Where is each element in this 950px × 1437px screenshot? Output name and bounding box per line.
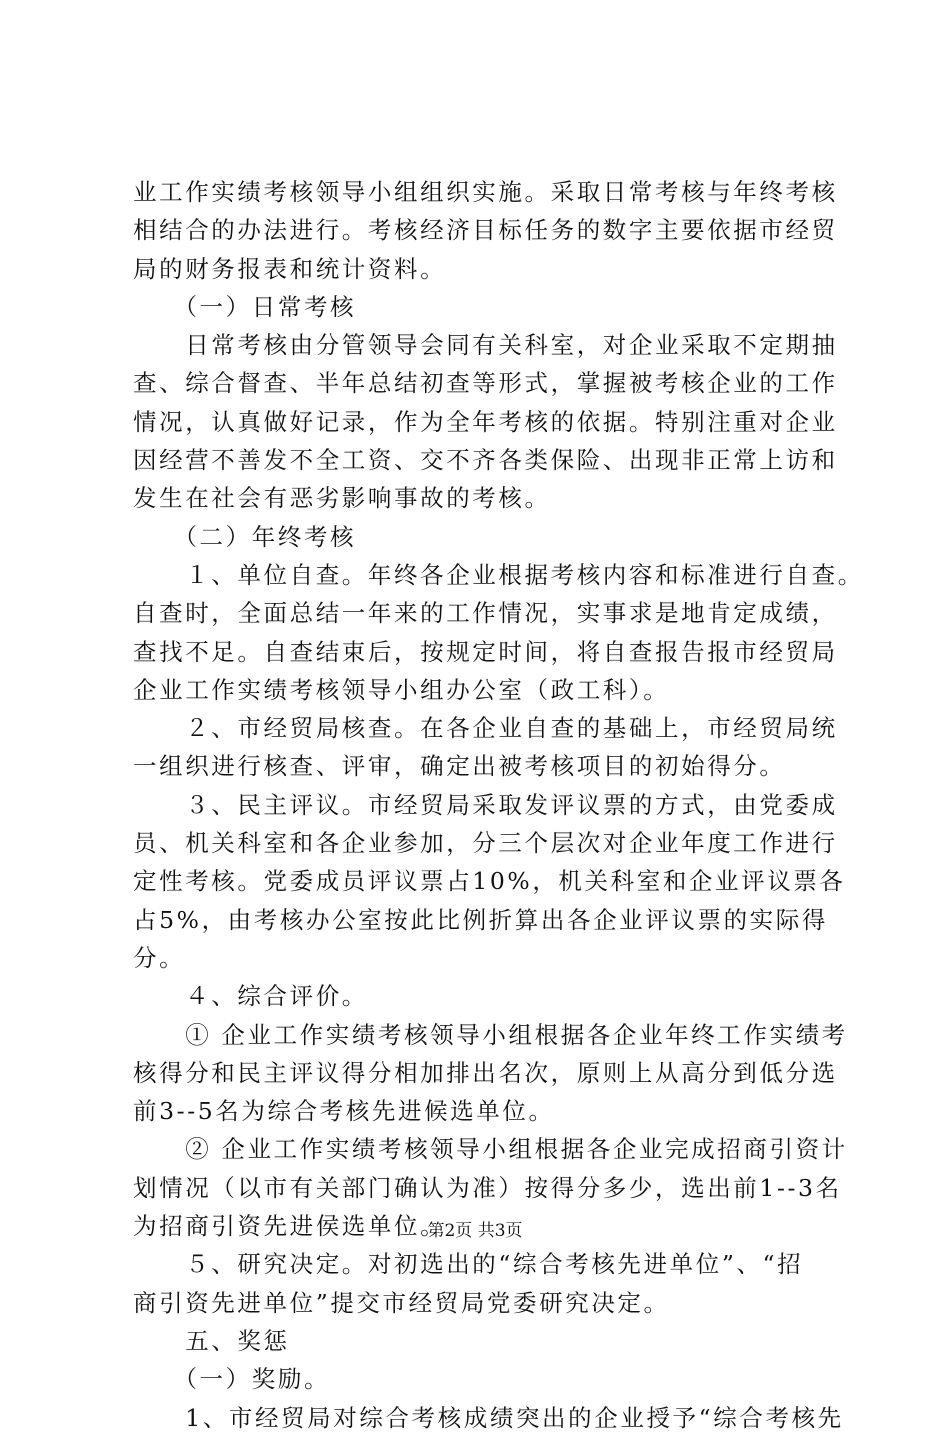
text-line: 查找不足。自查结束后，按规定时间，将自查报告报市经贸局 xyxy=(133,637,838,666)
page-number-footer: 第2页 共3页 xyxy=(427,1221,523,1241)
text-line: 一组织进行核查、评审，确定出被考核项目的初始得分。 xyxy=(133,752,786,781)
text-line: 查、综合督查、半年总结初查等形式，掌握被考核企业的工作 xyxy=(133,369,838,398)
section-heading: 五、奖惩 xyxy=(133,1326,290,1355)
text-line: ３、民主评议。市经贸局采取发评议票的方式，由党委成 xyxy=(133,790,838,819)
text-line: 定性考核。党委成员评议票占10%，机关科室和企业评议票各 xyxy=(133,867,846,896)
text-line: 情况，认真做好记录，作为全年考核的依据。特别注重对企业 xyxy=(133,407,838,436)
text-line: 分。 xyxy=(133,943,186,972)
text-line: 占5%，由考核办公室按此比例折算出各企业评议票的实际得 xyxy=(133,905,828,934)
text-line: 发生在社会有恶劣影响事故的考核。 xyxy=(133,484,551,513)
document-body xyxy=(133,173,864,1437)
text-line: ４、综合评价。 xyxy=(133,982,368,1011)
text-line: 自查时，全面总结一年来的工作情况，实事求是地肯定成绩， xyxy=(133,599,838,628)
text-line: 1、市经贸局对综合考核成绩突出的企业授予“综合考核先 xyxy=(133,1403,844,1432)
text-line: 企业工作实绩考核领导小组办公室（政工科）。 xyxy=(133,675,670,704)
text-line: 商引资先进单位”提交市经贸局党委研究决定。 xyxy=(133,1288,670,1317)
text-line: 相结合的办法进行。考核经济目标任务的数字主要依据市经贸 xyxy=(133,216,838,245)
text-line: 因经营不善发不全工资、交不齐各类保险、出现非正常上访和 xyxy=(133,446,838,475)
text-line: ② 企业工作实绩考核领导小组根据各企业完成招商引资计 xyxy=(133,1135,848,1164)
text-line: 前3--5名为综合考核先进候选单位。 xyxy=(133,1097,555,1126)
section-heading: （一）奖励。 xyxy=(133,1365,331,1394)
text-line: 为招商引资先进侯选单位。 xyxy=(133,1212,447,1241)
text-line: 核得分和民主评议得分相加排出名次，原则上从高分到低分选 xyxy=(133,1058,838,1087)
text-line: 局的财务报表和统计资料。 xyxy=(133,254,447,283)
text-line: 划情况（以市有关部门确认为准）按得分多少，选出前1--3名 xyxy=(133,1173,842,1202)
text-line: ① 企业工作实绩考核领导小组根据各企业年终工作实绩考 xyxy=(133,1020,848,1049)
text-line: ５、研究决定。对初选出的“综合考核先进单位”、“招 xyxy=(133,1250,804,1279)
text-line: １、单位自查。年终各企业根据考核内容和标准进行自查。 xyxy=(133,560,864,589)
text-line: 日常考核由分管领导会同有关科室，对企业采取不定期抽 xyxy=(133,331,838,360)
text-line: 业工作实绩考核领导小组组织实施。采取日常考核与年终考核 xyxy=(133,178,838,206)
section-heading: （一）日常考核 xyxy=(133,292,357,321)
section-heading: （二）年终考核 xyxy=(133,522,357,551)
text-line: 员、机关科室和各企业参加，分三个层次对企业年度工作进行 xyxy=(133,829,838,858)
text-line: ２、市经贸局核查。在各企业自查的基础上，市经贸局统 xyxy=(133,714,838,743)
